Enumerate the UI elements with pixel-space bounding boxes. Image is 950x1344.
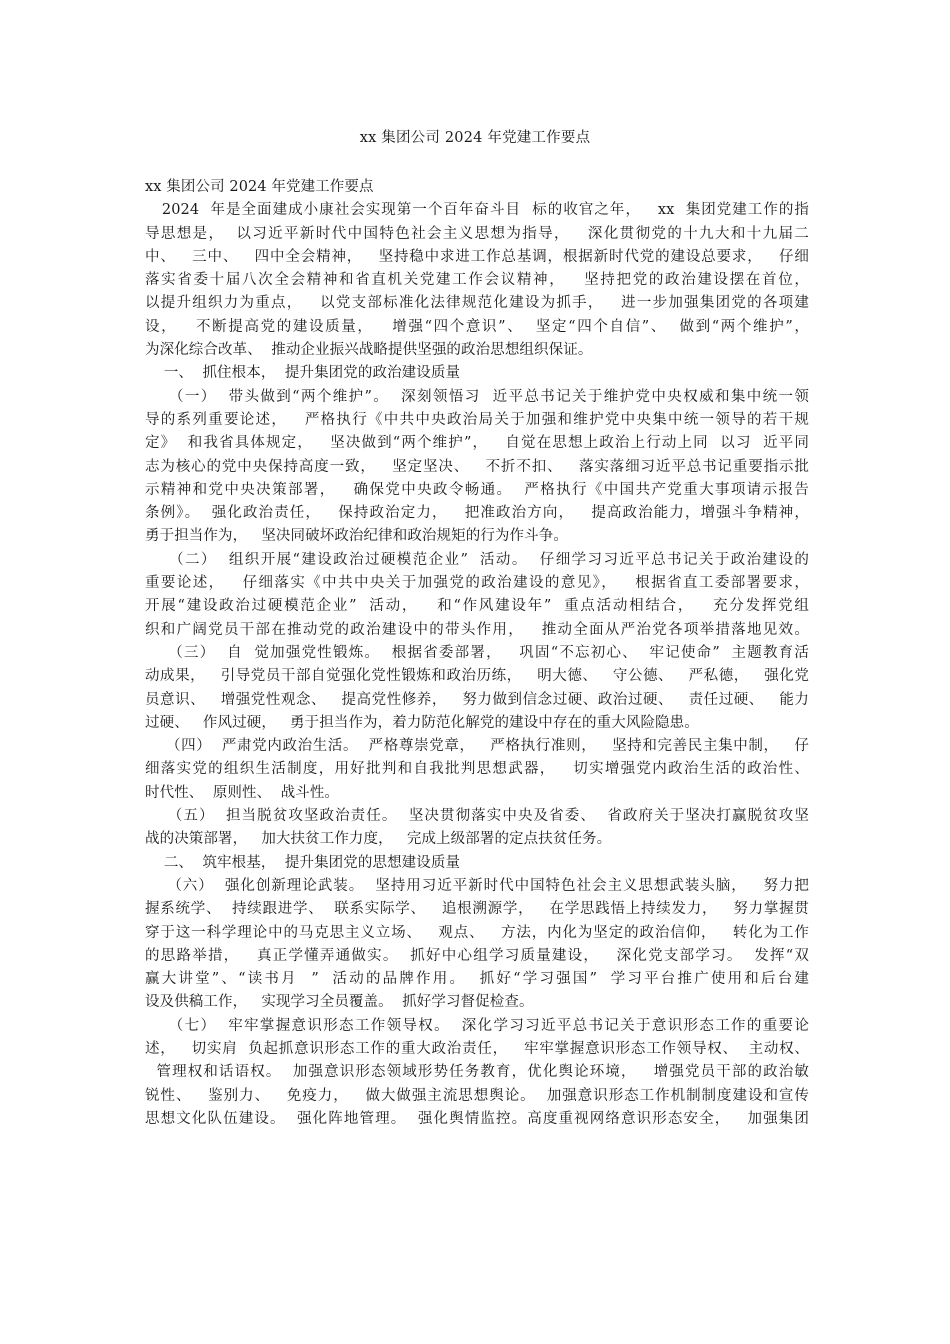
body-text-line: 导的系列重要论述， 严格执行《中共中央政治局关于加强和维护党中央集中统一领导的若干规	[145, 411, 809, 428]
body-text-line: 示精神和党中央决策部署， 确保党中央政令畅通。 严格执行《中国共产党重大事项请示报告	[145, 481, 809, 498]
body-text-line: 思想文化队伍建设。 强化阵地管理。 强化舆情监控。高度重视网络意识形态安全， 加强集团	[145, 1110, 809, 1127]
body-text-line: 战的决策部署， 加大扶贫工作力度， 完成上级部署的定点扶贫任务。	[145, 831, 612, 848]
body-text-line: 赢大讲堂”、“读书月 ” 活动的品牌作用。 抓好“学习强国” 学习平台推广使用和后台建	[145, 971, 809, 988]
body-lines	[145, 199, 809, 1131]
body-text-line: 为深化综合改革、 推动企业振兴战略提供坚强的政治思想组织保证。	[145, 342, 593, 359]
body-text-line: 2024 年是全面建成小康社会实现第一个百年奋斗目 标的收官之年， xx 集团党建工作的指	[145, 202, 809, 219]
body-text-line: 落实省委十届八次全会精神和省直机关党建工作会议精神， 坚持把党的政治建设摆在首位，	[145, 272, 809, 289]
body-text-line: 导思想是， 以习近平新时代中国特色社会主义思想为指导， 深化贯彻党的十九大和十九届二	[145, 225, 809, 242]
body-text-line: 的思路举措， 真正学懂弄通做实。 抓好中心组学习质量建设， 深化党支部学习。 发挥“双	[145, 947, 809, 964]
body-text-line: 动成果， 引导党员干部自觉强化党性锻炼和政治历练， 明大德、 守公德、 严私德， 强化党	[145, 668, 809, 685]
body-text-line: 设， 不断提高党的建设质量， 增强“四个意识”、 坚定“四个自信”、 做到“两个维护”，	[145, 318, 809, 335]
body-text-line: 以提升组织力为重点， 以党支部标准化法律规范化建设为抓手， 进一步加强集团党的各项建	[145, 295, 809, 312]
document-title: xx 集团公司 2024 年党建工作要点	[359, 130, 591, 146]
body-text-line: 织和广阔党员干部在推动党的政治建设中的带头作用， 推动全面从严治党各项举措落地见效。	[145, 621, 809, 638]
body-text-line: （三） 自 觉加强党性锻炼。 根据省委部署， 巩固“不忘初心、 牢记使命” 主题教育活	[145, 644, 809, 661]
body-text-line: 锐性、 鉴别力、 免疫力， 做大做强主流思想舆论。 加强意识形态工作机制制度建设和宣传	[145, 1087, 809, 1104]
body-text-line: 定》 和我省具体规定， 坚决做到“两个维护”， 自觉在思想上政治上行动上同 以习 近平同	[145, 435, 809, 452]
body-text-line: 述， 切实肩 负起抓意识形态工作的重大政治责任， 牢牢掌握意识形态工作领导权、 主动权、	[145, 1040, 809, 1057]
body-text-line: 细落实党的组织生活制度，用好批判和自我批判思想武器， 切实增强党内政治生活的政治性、	[145, 761, 809, 778]
body-text-line: 开展“建设政治过硬模范企业” 活动， 和“作风建设年” 重点活动相结合， 充分发挥党组	[145, 598, 809, 615]
body-text-line: 管理权和话语权。 加强意识形态领域形势任务教育，优化舆论环境， 增强党员干部的政治敏	[145, 1064, 809, 1081]
body-text-line: 设及供稿工作， 实现学习全员覆盖。 抓好学习督促检查。	[145, 994, 534, 1011]
body-text-line: 条例》。 强化政治责任， 保持政治定力， 把准政治方向， 提高政治能力，增强斗争精神，	[145, 505, 809, 522]
body-text-line: （一） 带头做到“两个维护”。 深刻领悟习 近平总书记关于维护党中央权威和集中统一领	[145, 388, 809, 405]
body-text-line: 二、 筑牢根基， 提升集团党的思想建设质量	[145, 854, 461, 871]
body-text-line: 志为核心的党中央保持高度一致， 坚定坚决、 不折不扣、 落实落细习近平总书记重要指示批	[145, 458, 809, 475]
body-text-line: 过硬、 作风过硬， 勇于担当作为，着力防范化解党的建设中存在的重大风险隐患。	[145, 714, 699, 731]
body-text-line: 穿于这一科学理论中的马克思主义立场、 观点、 方法，内化为坚定的政治信仰， 转化为工作	[145, 924, 809, 941]
document-body	[145, 176, 809, 1131]
body-text-line: （七） 牢牢掌握意识形态工作领导权。 深化学习习近平总书记关于意识形态工作的重要论	[145, 1017, 809, 1034]
body-text-line: （四） 严肃党内政治生活。 严格尊崇党章， 严格执行准则， 坚持和完善民主集中制， 仔	[145, 738, 809, 755]
body-text-line: 中、 三中、 四中全会精神， 坚持稳中求进工作总基调，根据新时代党的建设总要求， 仔细	[145, 248, 809, 265]
body-text-line: （二） 组织开展“建设政治过硬模范企业” 活动。 仔细学习习近平总书记关于政治建设的	[145, 551, 809, 568]
body-text-line: 勇于担当作为， 坚决同破坏政治纪律和政治规矩的行为作斗争。	[145, 528, 568, 545]
document-subtitle: xx 集团公司 2024 年党建工作要点	[145, 179, 374, 195]
body-text-line: 时代性、 原则性、 战斗性。	[145, 784, 340, 801]
body-text-line: 握系统学、 持续跟进学、 联系实际学、 追根溯源学， 在学思践悟上持续发力， 努力掌握贯	[145, 901, 809, 918]
body-text-line: 一、 抓住根本， 提升集团党的政治建设质量	[145, 365, 461, 382]
body-text-line: （六） 强化创新理论武装。 坚持用习近平新时代中国特色社会主义思想武装头脑， 努力把	[145, 877, 809, 894]
body-text-line: 重要论述， 仔细落实《中共中央关于加强党的政治建设的意见》， 根据省直工委部署要求，	[145, 575, 809, 592]
body-text-line: 员意识、 增强党性观念、 提高党性修养， 努力做到信念过硬、政治过硬、 责任过硬、 能力	[145, 691, 809, 708]
body-text-line: （五） 担当脱贫攻坚政治责任。 坚决贯彻落实中央及省委、 省政府关于坚决打赢脱贫攻坚	[145, 808, 809, 825]
